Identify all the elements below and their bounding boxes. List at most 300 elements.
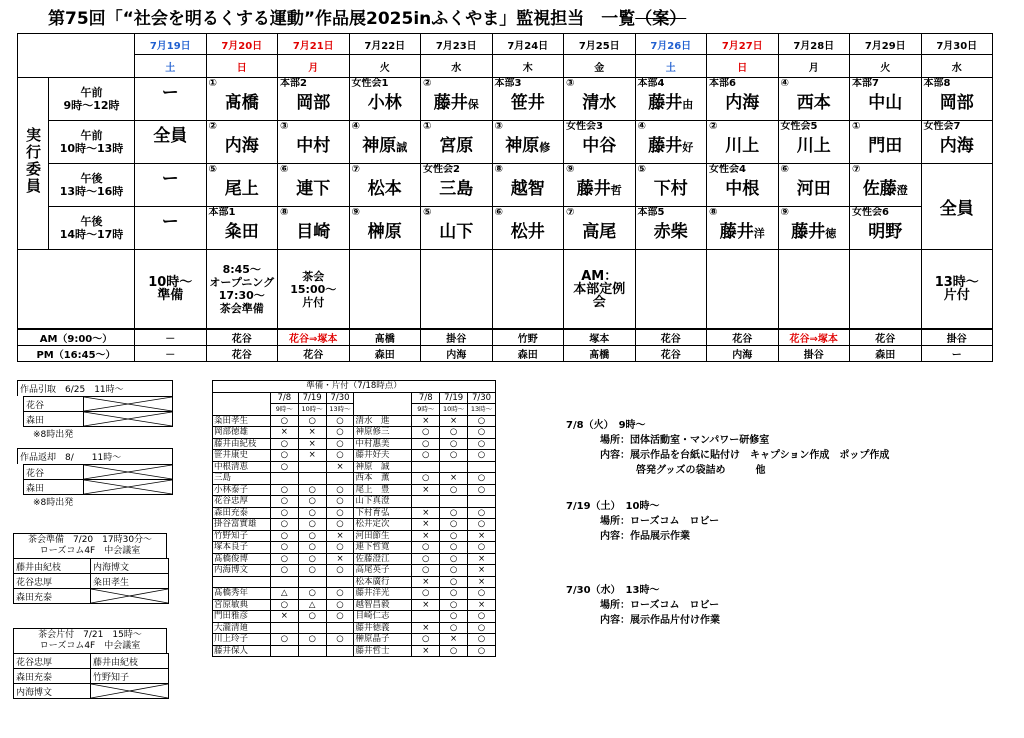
weekday-header: 月 — [278, 55, 350, 78]
prep-availability: △ — [298, 599, 326, 611]
prep-availability — [270, 576, 298, 588]
am-duty: 竹野 — [492, 329, 564, 346]
prep-availability: × — [440, 634, 468, 646]
member-name — [505, 131, 550, 156]
schedule-table — [17, 33, 993, 362]
member-surname: 尾上 — [224, 179, 259, 199]
am-duty: 花谷 — [206, 329, 278, 346]
prep-availability: ○ — [326, 415, 354, 427]
date-header: 7月24日 — [492, 34, 564, 55]
pickup-note: ※8時出発 — [33, 430, 74, 440]
member-surname: 内海 — [224, 136, 259, 156]
member-suffix: 澄 — [896, 184, 908, 197]
prep-member: 岡部徳雄 — [213, 427, 271, 439]
member-surname: 松井 — [510, 222, 545, 242]
prep-blank — [354, 392, 412, 415]
member-surname: 神原 — [505, 136, 540, 156]
prep-availability: × — [298, 438, 326, 450]
pm-duty: － — [135, 346, 207, 362]
day-note-text: 茶会 15:00～ 片付 — [290, 269, 337, 309]
prep-availability: ○ — [326, 438, 354, 450]
prep-time: 13時～ — [326, 404, 354, 416]
committee-label-text: 実行委員 — [24, 127, 42, 195]
prep-member: 宮原敏典 — [213, 599, 271, 611]
member-name — [153, 121, 187, 146]
member-name — [940, 131, 974, 156]
group-tag: ① — [423, 121, 432, 132]
prep-availability — [468, 461, 496, 473]
member-name — [797, 174, 831, 199]
prep-availability: ○ — [326, 496, 354, 508]
work-content: 内容：作品展示作業 — [600, 531, 690, 542]
group-tag: 本部4 — [637, 78, 665, 89]
return-title: 作品返却 8/ 11時～ — [17, 448, 173, 464]
work-content-extra: 啓発グッズの袋詰め 他 — [636, 465, 766, 476]
duty-cell — [421, 207, 493, 250]
prep-date: 7/8 — [270, 392, 298, 404]
duty-cell — [635, 164, 707, 207]
return-box — [17, 448, 173, 508]
title-main: 第75回「“社会を明るくする運動”作品展2025inふくやま」監視担当 一覧 — [48, 9, 636, 29]
prep-member: 下村育弘 — [354, 507, 412, 519]
member-name — [725, 174, 759, 199]
am-duty: 花谷⇒塚本 — [778, 329, 850, 346]
prep-member: 三島 — [213, 473, 271, 485]
work-schedule-item — [566, 583, 720, 628]
pm-duty: 花谷 — [635, 346, 707, 362]
pm-duty: 森田 — [492, 346, 564, 362]
group-tag: ③ — [280, 121, 289, 132]
duty-cell — [349, 207, 421, 250]
member-name — [225, 88, 259, 113]
duty-cell — [635, 121, 707, 164]
prep-availability: ○ — [412, 473, 440, 485]
date-header: 7月19日 — [135, 34, 207, 55]
prep-member: 山下真澄 — [354, 496, 412, 508]
prep-availability: ○ — [468, 427, 496, 439]
time-slot-label — [49, 78, 135, 121]
duty-cell — [135, 78, 207, 121]
duty-cell — [850, 78, 922, 121]
tea-clean-table — [13, 653, 169, 699]
tea-clean-name: 内海博文 — [14, 684, 91, 699]
duty-cell — [135, 121, 207, 164]
duty-cell — [206, 164, 278, 207]
duty-cell — [921, 121, 993, 164]
prep-availability: × — [326, 530, 354, 542]
prep-availability: ○ — [468, 473, 496, 485]
work-place: 場所：ローズコム ロビー — [600, 600, 720, 611]
member-surname: 西本 — [796, 93, 831, 113]
prep-availability: ○ — [412, 438, 440, 450]
member-name — [868, 217, 902, 242]
prep-time: 9時～ — [412, 404, 440, 416]
prep-availability: ○ — [468, 484, 496, 496]
prep-availability: ○ — [440, 427, 468, 439]
prep-availability: × — [412, 599, 440, 611]
member-name — [225, 174, 259, 199]
empty-slot — [84, 412, 173, 427]
prep-member: 髙橋俊博 — [213, 553, 271, 565]
tea-prep-title: 茶会準備 7/20 17時30分～ — [27, 535, 153, 545]
prep-time: 10時～ — [298, 404, 326, 416]
prep-availability — [412, 461, 440, 473]
member-surname: 内海 — [725, 93, 760, 113]
work-date: 7/19（土） 10時～ — [566, 501, 660, 512]
prep-availability: ○ — [440, 599, 468, 611]
group-tag: 本部1 — [208, 207, 236, 218]
duty-cell — [278, 121, 350, 164]
prep-availability: ○ — [326, 427, 354, 439]
group-tag: ① — [852, 121, 861, 132]
prep-title: 準備・片付（7/18時点） — [213, 381, 496, 393]
duty-cell — [564, 78, 636, 121]
prep-availability: ○ — [412, 450, 440, 462]
prep-availability: ○ — [326, 599, 354, 611]
prep-availability: ○ — [440, 484, 468, 496]
member-name — [720, 217, 765, 242]
prep-availability: × — [412, 645, 440, 657]
prep-member: 竹野知子 — [213, 530, 271, 542]
prep-availability: ○ — [412, 588, 440, 600]
prep-member: 河田節生 — [354, 530, 412, 542]
prep-availability — [412, 611, 440, 623]
member-surname: 目崎 — [296, 222, 331, 242]
duty-cell — [349, 78, 421, 121]
member-name — [296, 88, 330, 113]
member-name — [940, 88, 974, 113]
page-title — [48, 4, 686, 29]
group-tag: 本部8 — [923, 78, 951, 89]
date-header: 7月30日 — [921, 34, 993, 55]
member-surname: 藤井 — [576, 179, 611, 199]
pm-duty: 髙橋 — [564, 346, 636, 362]
prep-availability: ○ — [468, 415, 496, 427]
member-name — [162, 164, 179, 189]
member-name — [368, 88, 402, 113]
prep-availability: × — [326, 553, 354, 565]
prep-availability: ○ — [270, 507, 298, 519]
prep-availability: ○ — [440, 553, 468, 565]
member-surname: 髙橋 — [224, 93, 259, 113]
day-note — [921, 250, 993, 330]
group-tag: ⑥ — [780, 164, 789, 175]
member-suffix: 修 — [539, 141, 551, 154]
empty-slot — [91, 684, 169, 699]
member-name — [368, 174, 402, 199]
prep-availability: ○ — [468, 622, 496, 634]
group-tag: ② — [709, 121, 718, 132]
member-surname: 中谷 — [582, 136, 617, 156]
day-note — [850, 250, 922, 330]
member-name — [725, 131, 759, 156]
prep-date: 7/30 — [468, 392, 496, 404]
prep-availability — [270, 622, 298, 634]
group-tag: 女性会7 — [923, 121, 961, 132]
duty-cell — [564, 121, 636, 164]
prep-availability: ○ — [412, 634, 440, 646]
prep-member: 塚本良子 — [213, 542, 271, 554]
prep-time: 13時～ — [468, 404, 496, 416]
member-name — [654, 174, 688, 199]
return-note: ※8時出発 — [33, 498, 74, 508]
day-note — [707, 250, 779, 330]
slot-period: 午前 — [80, 86, 103, 99]
prep-availability: × — [412, 576, 440, 588]
duty-cell — [921, 78, 993, 121]
tea-clean-name: 竹野知子 — [91, 669, 169, 684]
date-header: 7月22日 — [349, 34, 421, 55]
duty-cell — [778, 164, 850, 207]
work-place: 場所：団体活動室・マンパワー研修室 — [600, 435, 770, 446]
day-note — [492, 250, 564, 330]
prep-availability — [412, 496, 440, 508]
member-surname: 越智 — [510, 179, 545, 199]
work-content: 内容：展示作品を台紙に貼付け キャプション作成 ポップ作成 — [600, 450, 890, 461]
prep-availability: × — [468, 599, 496, 611]
group-tag: 女性会2 — [423, 164, 460, 175]
prep-availability — [298, 473, 326, 485]
member-name — [296, 217, 330, 242]
duty-cell — [206, 78, 278, 121]
prep-availability: ○ — [440, 450, 468, 462]
duty-cell — [635, 207, 707, 250]
member-surname: 小林 — [367, 93, 402, 113]
group-tag: ⑦ — [566, 207, 575, 218]
pm-duty: ー — [921, 346, 993, 362]
prep-availability: ○ — [326, 542, 354, 554]
duty-cell — [707, 207, 779, 250]
prep-availability: ○ — [468, 611, 496, 623]
prep-availability: ○ — [468, 588, 496, 600]
duty-cell — [707, 121, 779, 164]
prep-member: 尾上 豊 — [354, 484, 412, 496]
slot-period: 午後 — [80, 215, 103, 228]
prep-availability: ○ — [270, 461, 298, 473]
group-tag: ⑨ — [351, 207, 360, 218]
title-draft-mark: （案） — [635, 9, 687, 29]
day-note-text: 13時～ 片付 — [934, 275, 979, 303]
prep-availability: ○ — [298, 565, 326, 577]
prep-member: 神原 誠 — [354, 461, 412, 473]
member-surname: 松本 — [367, 179, 402, 199]
prep-availability: ○ — [412, 565, 440, 577]
prep-date: 7/19 — [298, 392, 326, 404]
member-name — [582, 88, 616, 113]
day-note — [206, 250, 278, 330]
member-name — [162, 207, 179, 232]
pickup-name-1: 花谷 — [24, 397, 84, 412]
group-tag: ⑤ — [423, 207, 432, 218]
prep-member: 小林泰子 — [213, 484, 271, 496]
member-surname: 佐藤 — [862, 179, 897, 199]
prep-availability: ○ — [326, 507, 354, 519]
tea-prep-table — [13, 558, 169, 604]
date-header: 7月29日 — [850, 34, 922, 55]
prep-member: 門田雅彦 — [213, 611, 271, 623]
prep-availability: ○ — [270, 496, 298, 508]
member-surname: 神原 — [362, 136, 397, 156]
member-name — [797, 131, 831, 156]
member-surname: 藤井 — [648, 93, 683, 113]
prep-availability: ○ — [270, 438, 298, 450]
prep-member: 佐藤澄江 — [354, 553, 412, 565]
prep-member: 中村惠美 — [354, 438, 412, 450]
am-duty: 花谷 — [635, 329, 707, 346]
prep-availability: ○ — [326, 484, 354, 496]
day-note-text: AM： 本部定例 会 — [573, 268, 626, 310]
pickup-name-2: 森田 — [24, 412, 84, 427]
group-tag: ⑤ — [637, 164, 646, 175]
duty-cell — [778, 121, 850, 164]
weekday-header: 水 — [421, 55, 493, 78]
prep-availability — [326, 576, 354, 588]
member-name — [439, 217, 473, 242]
tea-prep-name: 森田充泰 — [14, 589, 91, 604]
group-tag: 女性会6 — [852, 207, 889, 218]
member-surname: 全員 — [153, 126, 188, 146]
time-slot-label — [49, 121, 135, 164]
prep-availability: ○ — [468, 645, 496, 657]
tea-prep-name: 藤井由紀枝 — [14, 559, 91, 574]
prep-availability: ○ — [440, 622, 468, 634]
member-name — [791, 217, 836, 242]
am-duty: 花谷⇒塚本 — [278, 329, 350, 346]
member-surname: 内海 — [939, 136, 974, 156]
prep-availability — [326, 622, 354, 634]
member-name — [863, 174, 908, 199]
group-tag: ④ — [637, 121, 646, 132]
tea-clean-box — [13, 628, 169, 699]
member-name — [225, 131, 259, 156]
slot-hours: 13時～16時 — [59, 185, 124, 198]
member-surname: 下村 — [653, 179, 688, 199]
prep-availability: × — [412, 530, 440, 542]
time-slot-label — [49, 207, 135, 250]
am-duty: 髙橋 — [349, 329, 421, 346]
member-suffix: 洋 — [753, 227, 765, 240]
group-tag: ⑧ — [709, 207, 718, 218]
prep-availability: ○ — [270, 553, 298, 565]
prep-member: 藤井徳義 — [354, 622, 412, 634]
prep-member: 笹井康史 — [213, 450, 271, 462]
prep-availability: ○ — [412, 542, 440, 554]
duty-cell — [492, 121, 564, 164]
prep-availability: ○ — [270, 599, 298, 611]
prep-member: 藤井保人 — [213, 645, 271, 657]
slot-period: 午前 — [80, 129, 103, 142]
member-name — [725, 88, 759, 113]
day-note — [278, 250, 350, 330]
member-name — [511, 174, 545, 199]
member-name — [434, 88, 479, 113]
group-tag: ⑧ — [280, 207, 289, 218]
prep-availability — [298, 461, 326, 473]
work-date: 7/30（水） 13時～ — [566, 585, 660, 596]
duty-cell — [564, 164, 636, 207]
prep-availability: ○ — [440, 565, 468, 577]
prep-availability: × — [440, 473, 468, 485]
prep-date: 7/19 — [440, 392, 468, 404]
duty-cell — [135, 164, 207, 207]
prep-member: 髙橋秀年 — [213, 588, 271, 600]
prep-member: 目崎仁志 — [354, 611, 412, 623]
group-tag: 本部5 — [637, 207, 665, 218]
group-tag: ⑥ — [494, 207, 503, 218]
weekday-header: 日 — [707, 55, 779, 78]
prep-availability: ○ — [468, 634, 496, 646]
prep-availability: × — [326, 461, 354, 473]
duty-cell — [421, 121, 493, 164]
prep-blank — [213, 392, 271, 415]
group-tag: ③ — [566, 78, 575, 89]
prep-availability — [298, 576, 326, 588]
prep-member: 掛谷富實雄 — [213, 519, 271, 531]
return-table — [23, 464, 173, 495]
prep-availability: × — [468, 530, 496, 542]
prep-member: 内海博文 — [213, 565, 271, 577]
pm-duty: 内海 — [707, 346, 779, 362]
day-note-text: 10時～ 準備 — [148, 275, 193, 303]
prep-availability: × — [468, 565, 496, 577]
member-surname: ー — [161, 212, 179, 232]
prep-availability: × — [412, 622, 440, 634]
member-name — [368, 217, 402, 242]
day-note — [421, 250, 493, 330]
empty-slot — [91, 589, 169, 604]
member-surname: 藤井 — [648, 136, 683, 156]
group-tag: 本部3 — [494, 78, 522, 89]
prep-availability — [468, 496, 496, 508]
prep-availability: ○ — [326, 588, 354, 600]
prep-member: 大瀧清廸 — [213, 622, 271, 634]
prep-member: 神原修三 — [354, 427, 412, 439]
tea-clean-name: 藤井由紀枝 — [91, 654, 169, 669]
member-name — [511, 217, 545, 242]
prep-availability: ○ — [326, 450, 354, 462]
duty-cell — [707, 78, 779, 121]
prep-member: 粂田孝生 — [213, 415, 271, 427]
weekday-header: 土 — [635, 55, 707, 78]
tea-clean-title: 茶会片付 7/21 15時～ — [38, 630, 142, 640]
member-surname: ー — [161, 169, 179, 189]
group-tag: 本部2 — [280, 78, 307, 89]
prep-availability — [440, 496, 468, 508]
day-note — [135, 250, 207, 330]
prep-availability: ○ — [468, 438, 496, 450]
am-duty: 塚本 — [564, 329, 636, 346]
duty-cell — [492, 164, 564, 207]
pm-duty: 森田 — [349, 346, 421, 362]
prep-member: 清水 進 — [354, 415, 412, 427]
prep-member: 榊原晶子 — [354, 634, 412, 646]
prep-availability: ○ — [270, 542, 298, 554]
member-surname: 中根 — [725, 179, 760, 199]
member-surname: 中村 — [296, 136, 331, 156]
am-duty: 掛谷 — [421, 329, 493, 346]
time-slot-label — [49, 164, 135, 207]
member-name — [654, 217, 688, 242]
work-date: 7/8（火） 9時～ — [566, 420, 646, 431]
committee-label — [18, 78, 49, 250]
member-name — [296, 174, 330, 199]
work-place: 場所：ローズコム ロビー — [600, 516, 720, 527]
prep-member: 西本 薫 — [354, 473, 412, 485]
prep-availability: ○ — [468, 450, 496, 462]
group-tag: ④ — [780, 78, 789, 89]
prep-member: 藤井好夫 — [354, 450, 412, 462]
prep-availability: ○ — [298, 496, 326, 508]
